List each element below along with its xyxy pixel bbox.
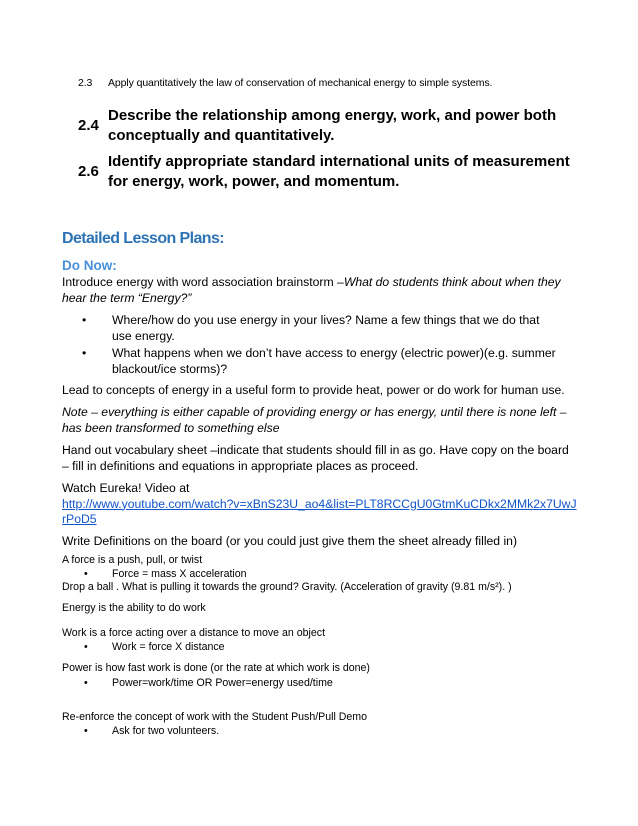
standard-text: Describe the relationship among energy, work, and power both conceptually and quantitatively. [108,107,557,144]
bullet-icon: • [82,313,87,327]
write-definitions: Write Definitions on the board (or you could just give them the sheet already filled in) [62,534,518,548]
power-definition: Power is how fast work is done (or the rate at which work is done) [62,662,370,674]
bullet-icon: • [84,677,88,689]
watch-paragraph [62,481,577,528]
work-equation: Work = force X distance [112,641,225,653]
standard-number: 2.6 [78,163,99,180]
note-paragraph: Note – everything is either capable of providing energy or has energy, until there is none left – has been transformed to something else [62,405,567,435]
standard-number: 2.3 [78,77,93,89]
bullet-icon: • [84,641,88,653]
video-link[interactable]: http://www.youtube.com/watch?v=xBnS23U_ao4&list=PLT8RCCgU0GtmKuCDkx2MMk2x7UwJrPoD5 [62,496,577,526]
intro-paragraph [62,275,577,306]
volunteers-text: Ask for two volunteers. [112,725,220,737]
lead-paragraph: Lead to concepts of energy in a useful form to provide heat, power or do work for human use. [62,383,565,397]
intro-text: Introduce energy with word association brainstorm – [62,275,344,289]
handout-paragraph: Hand out vocabulary sheet –indicate that students should fill in as go. Have copy on the board – fill in definitions and equations in appropriate places as proceed. [62,443,569,473]
bullet-icon: • [82,346,87,360]
watch-label: Watch Eureka! Video at [62,481,190,495]
energy-definition: Energy is the ability to do work [62,602,206,614]
list-item-text: What happens when we don’t have access to energy (electric power)(e.g. summer blackout/ice storms)? [112,346,556,376]
do-now-heading: Do Now: [62,258,117,273]
section-heading: Detailed Lesson Plans: [62,230,224,247]
drop-ball-text: Drop a ball . What is pulling it towards the ground? Gravity. (Acceleration of gravity (9.81 m/s²). ) [62,581,512,593]
standard-2-3 [78,77,492,89]
force-equation: Force = mass X acceleration [112,568,247,580]
standard-text: Identify appropriate standard international units of measurement for energy, work, power, and momentum. [108,153,570,190]
force-definition: A force is a push, pull, or twist [62,554,203,566]
standard-text: Apply quantitatively the law of conservation of mechanical energy to simple systems. [108,77,493,89]
power-equation: Power=work/time OR Power=energy used/time [112,677,333,689]
list-item-text: Where/how do you use energy in your lives? Name a few things that we do that use energy. [112,313,540,343]
standard-number: 2.4 [78,117,99,134]
intro-question: What do students think about when they hear the term “Energy?” [62,275,561,305]
bullet-icon: • [84,725,88,737]
bullet-icon: • [84,568,88,580]
work-definition: Work is a force acting over a distance to move an object [62,627,326,639]
reenforce-text: Re-enforce the concept of work with the Student Push/Pull Demo [62,711,368,723]
